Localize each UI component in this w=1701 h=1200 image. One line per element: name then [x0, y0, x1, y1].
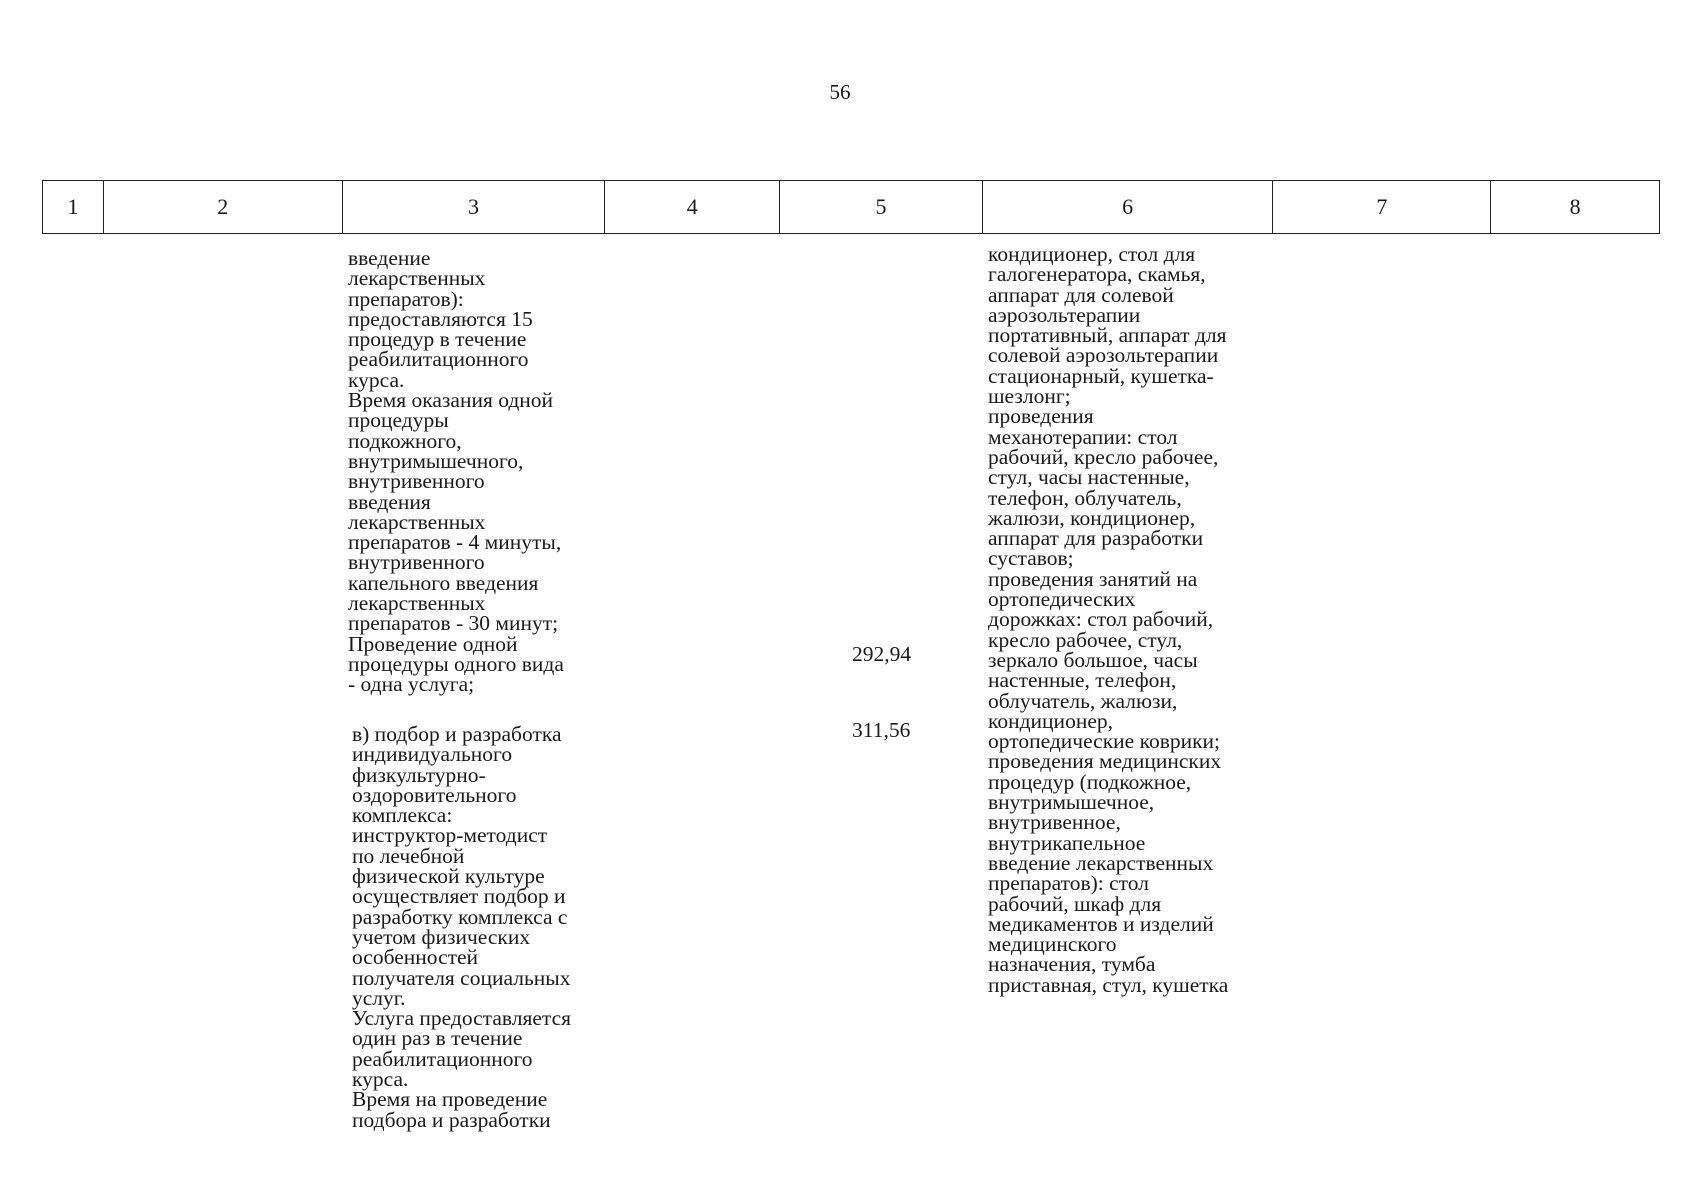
- price-value-1: 292,94: [852, 642, 912, 666]
- service-description-block-1: введение лекарственных препаратов): предоставляются 15 процедур в течение реабилитационного курса. Время оказания одной процедуры подкожного, внутримышечного, внутривенного введения лекарственных препаратов - 4 минуты, внутривенного капельного введения лекарственных препаратов - 30 минут; Проведение одной процедуры одного вида - одна услуга;: [348, 246, 564, 697]
- table-header-row: [42, 180, 1660, 234]
- price-value-2: 311,56: [852, 718, 911, 742]
- header-cell-6: 6: [983, 181, 1274, 233]
- header-cell-2: 2: [104, 181, 343, 233]
- header-cell-5: 5: [780, 181, 983, 233]
- service-description-block-2: в) подбор и разработка индивидуального физкультурно- оздоровительного комплекса: инструктор-методист по лечебной физической культуре осуществляет подбор и разработку комплекса с учетом физических особенностей получателя социальных услуг. Услуга предоставляется один раз в течение реабилитационного курса. Время на проведение подбора и разработки: [352, 722, 571, 1132]
- page-number: 56: [829, 80, 851, 104]
- header-cell-1: 1: [43, 181, 104, 233]
- header-cell-3: 3: [343, 181, 606, 233]
- header-cell-8: 8: [1569, 194, 1581, 219]
- equipment-list: кондиционер, стол для галогенератора, скамья, аппарат для солевой аэрозольтерапии портативный, аппарат для солевой аэрозольтерапии стационарный, кушетка- шезлонг; проведения механотерапии: стол рабочий, кресло рабочее, стул, часы настенные, телефон, облучатель, жалюзи, кондиционер, аппарат для разработки суставов; проведения занятий на ортопедических дорожках: стол рабочий, кресло рабочее, стул, зеркало большое, часы настенные, телефон, облучатель, жалюзи, кондиционер, ортопедические коврики; проведения медицинских процедур (подкожное, внутримышечное, внутривенное, внутрикапельное введение лекарственных препаратов): стол рабочий, шкаф для медикаментов и изделий медицинского назначения, тумба приставная, стул, кушетка: [988, 242, 1229, 997]
- header-cell-7: 7: [1273, 181, 1491, 233]
- header-cell-4: 4: [605, 181, 780, 233]
